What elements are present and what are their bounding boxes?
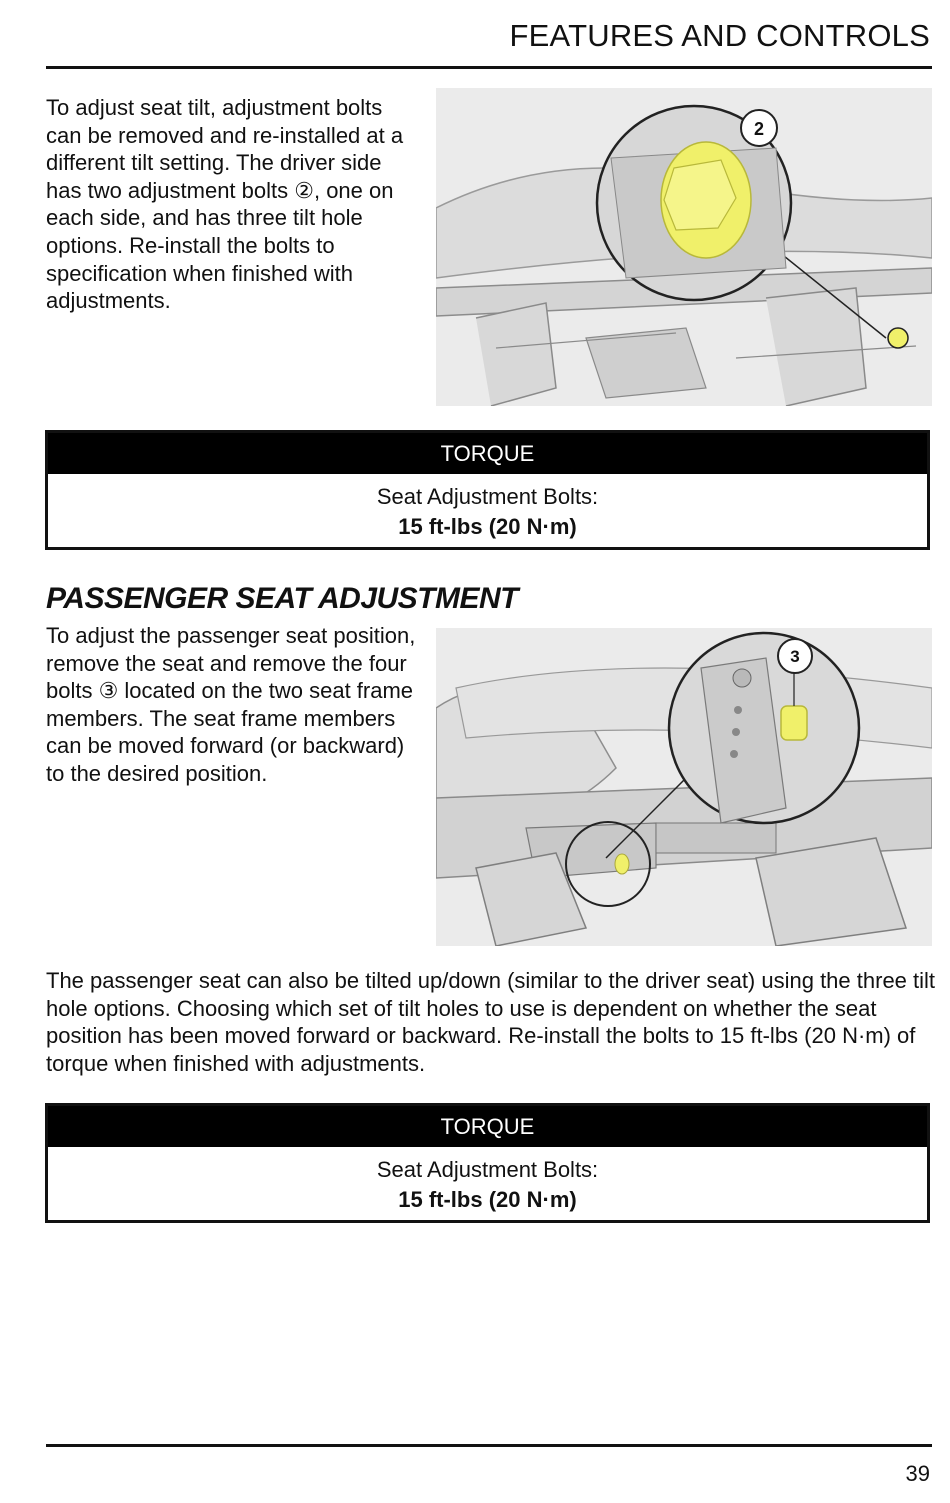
torque-box-2-value: 15 ft-lbs (20 N·m) [398, 1187, 577, 1212]
torque-box-2 [45, 1103, 930, 1223]
footer-rule [46, 1444, 932, 1447]
torque-box-1 [45, 430, 930, 550]
torque-box-2-label: Seat Adjustment Bolts: [376, 1157, 599, 1182]
torque-box-2-header: TORQUE [48, 1106, 927, 1147]
passenger-seat-illustration [436, 628, 932, 946]
passenger-seat-paragraph-2: The passenger seat can also be tilted up/down (similar to the driver seat) using the three tilt hole options. Choosing which set of tilt holes to use is dependent on whether the seat position has been moved forward or backward. Re-install the bolts to 15 ft-lbs (20 N·m) of torque when finished with adjustments. [46, 968, 936, 1076]
torque-box-1-value: 15 ft-lbs (20 N·m) [398, 514, 577, 539]
callout-3-label: 3 [790, 647, 800, 666]
bolt-highlight [781, 706, 807, 740]
torque-box-1-header: TORQUE [48, 433, 927, 474]
header-rule [46, 66, 932, 69]
passenger-seat-paragraph: To adjust the passenger seat position, remove the seat and remove the four bolts ③ located on the two seat frame members. The seat frame members can be moved forward (or backward) to the desired position. [46, 623, 416, 786]
page-number: 39 [905, 1461, 930, 1486]
callout-2-label: 2 [753, 119, 765, 139]
page-header-title: FEATURES AND CONTROLS [509, 18, 930, 53]
torque-box-1-label: Seat Adjustment Bolts: [376, 484, 599, 509]
driver-seat-illustration [436, 88, 932, 406]
driver-seat-paragraph: To adjust seat tilt, adjustment bolts can be removed and re-installed at a different tilt setting. The driver side has two adjustment bolts ②, one on each side, and has three tilt hole options. Re-install the bolts to specification when finished with adjustments. [46, 95, 404, 314]
passenger-seat-heading: PASSENGER SEAT ADJUSTMENT [46, 582, 518, 615]
